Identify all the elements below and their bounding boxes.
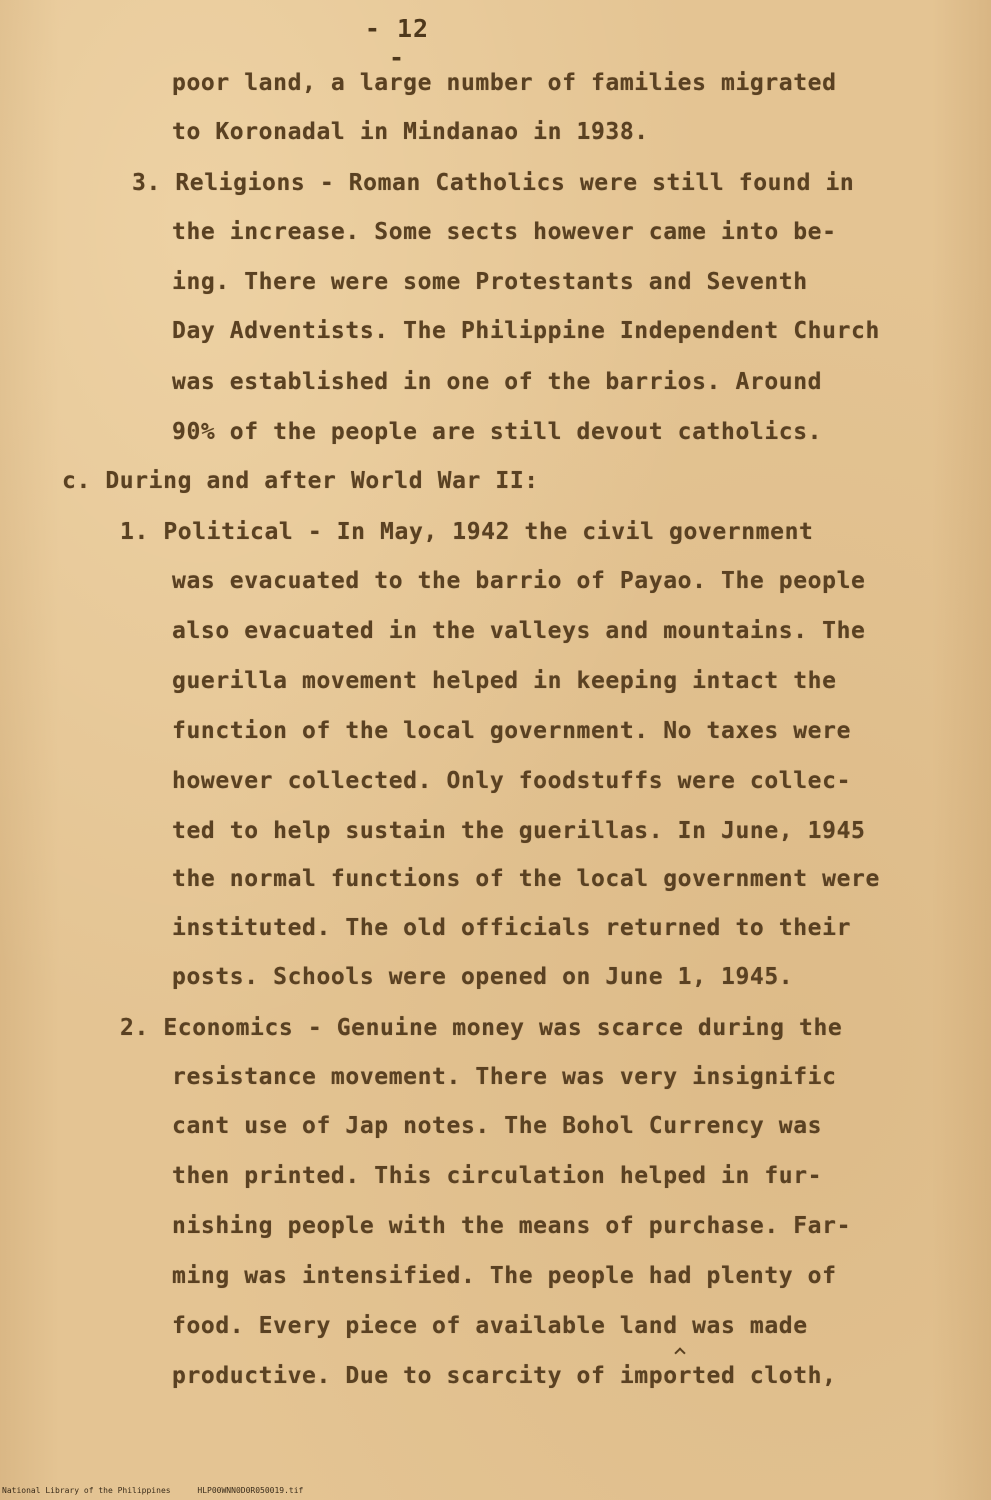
text-line: productive. Due to scarcity of imported cloth, — [172, 1363, 837, 1389]
text-line: Day Adventists. The Philippine Independent Church — [172, 318, 880, 344]
list-item-religions: 3. Religions - Roman Catholics were still found in — [132, 170, 855, 196]
text-line: however collected. Only foodstuffs were collec- — [172, 768, 852, 794]
text-line: nishing people with the means of purchase. Far- — [172, 1213, 852, 1239]
text-line: the normal functions of the local government were — [172, 866, 880, 892]
text-line: food. Every piece of available land was made — [172, 1313, 808, 1339]
text-line: to Koronadal in Mindanao in 1938. — [172, 119, 649, 145]
text-line: guerilla movement helped in keeping intact the — [172, 668, 837, 694]
text-line: poor land, a large number of families migrated — [172, 70, 837, 96]
footer-library: National Library of the Philippines — [2, 1486, 171, 1495]
scan-footer — [2, 1486, 325, 1495]
text-line: then printed. This circulation helped in fur- — [172, 1163, 823, 1189]
caret-mark-icon — [674, 1347, 685, 1358]
text-line: cant use of Jap notes. The Bohol Currency was — [172, 1113, 823, 1139]
text-line: was established in one of the barrios. Around — [172, 369, 823, 395]
list-item-political: 1. Political - In May, 1942 the civil government — [120, 519, 814, 545]
text-line: ing. There were some Protestants and Seventh — [172, 269, 808, 295]
footer-filename: HLP00WNN0D0R050019.tif — [197, 1486, 304, 1495]
text-line: also evacuated in the valleys and mountains. The — [172, 618, 866, 644]
text-line: ming was intensified. The people had plenty of — [172, 1263, 837, 1289]
text-line: instituted. The old officials returned to their — [172, 915, 852, 941]
text-line: 90% of the people are still devout catholics. — [172, 419, 823, 445]
page-number: - 12 - — [364, 14, 430, 72]
text-line: resistance movement. There was very insignific — [172, 1064, 837, 1090]
text-line: the increase. Some sects however came into be- — [172, 219, 837, 245]
text-line: ted to help sustain the guerillas. In June, 1945 — [172, 818, 866, 844]
text-line: function of the local government. No taxes were — [172, 718, 852, 744]
list-item-economics: 2. Economics - Genuine money was scarce during the — [120, 1015, 843, 1041]
text-line: posts. Schools were opened on June 1, 1945. — [172, 964, 794, 990]
section-heading-world-war: c. During and after World War II: — [62, 468, 539, 494]
text-line: was evacuated to the barrio of Payao. The people — [172, 568, 866, 594]
